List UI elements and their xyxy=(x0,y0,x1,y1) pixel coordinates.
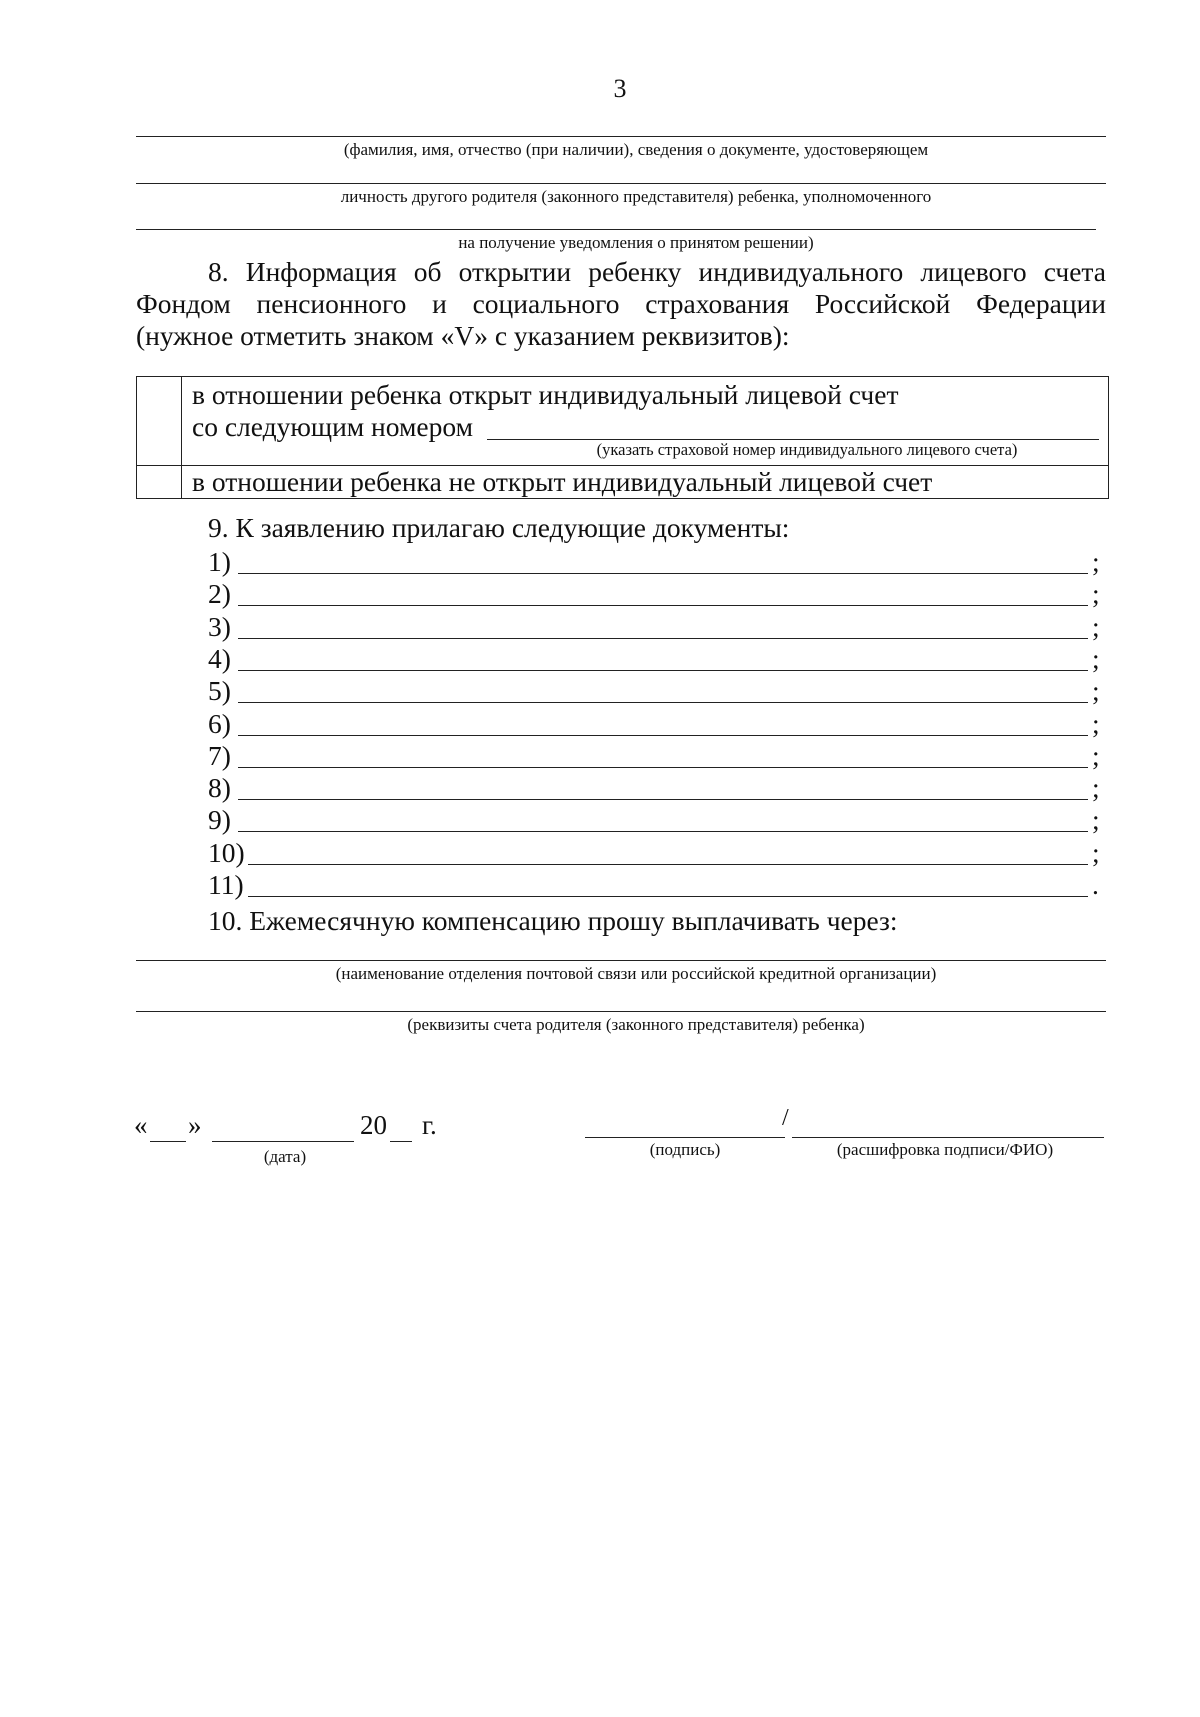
bank-name-caption: (наименование отделения почтовой связи или российской кредитной организации) xyxy=(335,964,937,983)
document-item-field[interactable] xyxy=(238,831,1088,832)
document-item-terminator: ; xyxy=(1092,707,1100,739)
date-caption: (дата) xyxy=(263,1147,307,1166)
year-field[interactable] xyxy=(390,1141,412,1142)
document-item-field[interactable] xyxy=(248,896,1088,897)
document-item xyxy=(208,869,1108,901)
document-item xyxy=(208,675,1108,707)
signature-caption: (подпись) xyxy=(649,1140,721,1159)
document-item-field[interactable] xyxy=(238,735,1088,736)
document-item-field[interactable] xyxy=(238,767,1088,768)
year-suffix: г. xyxy=(422,1110,437,1140)
document-item-terminator: ; xyxy=(1092,739,1100,771)
document-item xyxy=(208,546,1108,578)
document-item xyxy=(208,611,1108,643)
caption-other-parent: личность другого родителя (законного представителя) ребенка, уполномоченного xyxy=(340,187,932,206)
caption-fio-document: (фамилия, имя, отчество (при наличии), сведения о документе, удостоверяющем xyxy=(343,140,929,159)
document-item-number: 1) xyxy=(208,546,231,577)
document-item-number: 10) xyxy=(208,836,245,868)
document-item-field[interactable] xyxy=(238,573,1088,574)
account-details-caption: (реквизиты счета родителя (законного представителя) ребенка) xyxy=(407,1015,865,1034)
caption-notification: на получение уведомления о принятом решении) xyxy=(458,233,814,252)
document-item-field[interactable] xyxy=(238,799,1088,800)
document-item-terminator: . xyxy=(1092,869,1099,900)
document-item-number: 2) xyxy=(208,578,231,610)
document-item-terminator: ; xyxy=(1092,804,1100,836)
section-8-line-2: Фондом пенсионного и социального страхования Российской Федерации xyxy=(136,288,1106,319)
document-item-field[interactable] xyxy=(238,605,1088,606)
option-not-opened: в отношении ребенка не открыт индивидуальный лицевой счет xyxy=(192,466,933,497)
document-item-terminator: ; xyxy=(1092,546,1100,577)
document-item-terminator: ; xyxy=(1092,836,1100,868)
document-item-terminator: ; xyxy=(1092,675,1100,707)
field-line-3[interactable] xyxy=(136,229,1096,230)
document-item-number: 8) xyxy=(208,772,231,804)
option-opened-line-1: в отношении ребенка открыт индивидуальный лицевой счет xyxy=(192,379,899,410)
year-prefix: 20 xyxy=(360,1110,387,1140)
section-10-heading: 10. Ежемесячную компенсацию прошу выплачивать через: xyxy=(208,905,898,936)
date-open-quote: « xyxy=(134,1110,148,1140)
document-item-terminator: ; xyxy=(1092,642,1100,674)
document-item-number: 6) xyxy=(208,707,231,739)
document-item-number: 4) xyxy=(208,642,231,674)
document-item-field[interactable] xyxy=(238,670,1088,671)
checkbox-account-opened[interactable] xyxy=(137,377,181,465)
document-item-number: 9) xyxy=(208,804,231,836)
field-line-1[interactable] xyxy=(136,136,1106,137)
page-number: 3 xyxy=(613,74,627,103)
field-line-2[interactable] xyxy=(136,183,1106,184)
document-item-terminator: ; xyxy=(1092,578,1100,610)
bank-name-field[interactable] xyxy=(136,960,1106,961)
document-item-number: 7) xyxy=(208,739,231,771)
name-field[interactable] xyxy=(792,1137,1104,1138)
section-8-line-3: (нужное отметить знаком «V» с указанием реквизитов): xyxy=(136,320,790,351)
checkbox-account-not-opened[interactable] xyxy=(137,465,181,498)
date-close-quote: » xyxy=(188,1110,202,1140)
signature-slash: / xyxy=(782,1105,789,1131)
name-caption: (расшифровка подписи/ФИО) xyxy=(836,1140,1054,1159)
section-8-line-1: 8. Информация об открытии ребенку индивидуального лицевого счета xyxy=(208,256,1106,287)
account-number-hint: (указать страховой номер индивидуального лицевого счета) xyxy=(596,440,1018,459)
day-field[interactable] xyxy=(150,1141,186,1142)
document-item xyxy=(208,772,1108,804)
document-item xyxy=(208,804,1108,836)
document-item xyxy=(208,740,1108,772)
document-item xyxy=(208,578,1108,610)
section-9-heading: 9. К заявлению прилагаю следующие документы: xyxy=(208,512,790,543)
document-item xyxy=(208,837,1108,869)
option-opened-line-2: со следующим номером xyxy=(192,411,473,442)
document-item xyxy=(208,643,1108,675)
document-item-field[interactable] xyxy=(238,638,1088,639)
document-item-field[interactable] xyxy=(248,864,1088,865)
document-item-terminator: ; xyxy=(1092,772,1100,804)
document-item-number: 3) xyxy=(208,610,231,642)
month-field[interactable] xyxy=(212,1141,354,1142)
checkbox-column-divider xyxy=(181,377,182,498)
document-item-terminator: ; xyxy=(1092,610,1100,642)
document-item-field[interactable] xyxy=(238,702,1088,703)
account-options-table xyxy=(136,376,1109,499)
document-item-number: 11) xyxy=(208,869,244,900)
document-item-number: 5) xyxy=(208,675,231,707)
account-details-field[interactable] xyxy=(136,1011,1106,1012)
signature-field[interactable] xyxy=(585,1137,785,1138)
document-item xyxy=(208,708,1108,740)
